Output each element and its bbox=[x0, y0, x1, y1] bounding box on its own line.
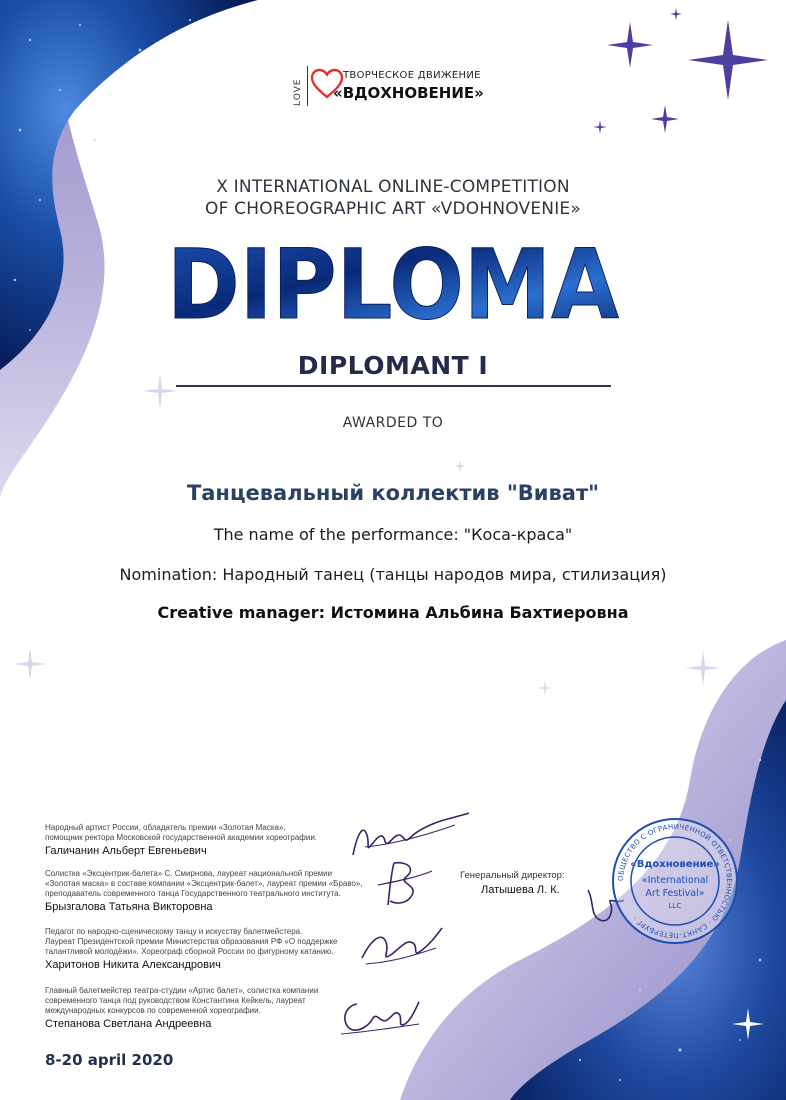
stamp-line2: «International bbox=[641, 875, 709, 886]
signatory-desc: Солистка «Эксцентрик-балета» С. Смирнова, лауреат национальной премии bbox=[45, 869, 333, 878]
official-stamp bbox=[611, 817, 739, 945]
nomination: Nomination: Народный танец (танцы народов мира, стилизация) bbox=[119, 565, 667, 584]
logo-divider bbox=[307, 66, 308, 106]
signatory-name: Степанова Светлана Андреевна bbox=[45, 1018, 212, 1030]
stamp-line3: Art Festival» bbox=[645, 888, 705, 899]
competition-title bbox=[0, 176, 786, 220]
diploma-title-graphic bbox=[160, 226, 626, 334]
awarded-to-label: AWARDED TO bbox=[342, 415, 444, 431]
director-name: Латышева Л. К. bbox=[481, 884, 560, 896]
competition-title-line1: X INTERNATIONAL ONLINE-COMPETITION bbox=[216, 177, 570, 197]
stamp-line4: LLC bbox=[668, 902, 682, 910]
signatory-desc: талантливой молодёжи». Хореограф сборной России по фигурному катанию. bbox=[45, 947, 334, 956]
logo-title: «ВДОХНОВЕНИЕ» bbox=[333, 84, 484, 102]
signatory-2 bbox=[45, 869, 375, 914]
signatory-desc: помощник ректора Московской государственной академии хореографии. bbox=[45, 833, 318, 842]
signatory-desc: Главный балетмейстер театра-студии «Артис балет», солистка компании bbox=[45, 986, 319, 995]
degree-title: DIPLOMANT I bbox=[297, 351, 489, 380]
signatory-1 bbox=[45, 823, 375, 858]
signatory-name: Харитонов Никита Александрович bbox=[45, 959, 221, 971]
signatory-4 bbox=[45, 986, 375, 1031]
diploma-title: DIPLOMA bbox=[167, 229, 619, 334]
creative-manager: Creative manager: Истомина Альбина Бахтиеровна bbox=[157, 603, 629, 622]
logo-love-text: LOVE bbox=[293, 78, 303, 106]
signatory-desc: Лауреат Президентской премии Министерства образования РФ «О поддержке bbox=[45, 937, 338, 946]
recipient-name: Танцевальный коллектив "Виват" bbox=[186, 481, 600, 505]
signatory-3 bbox=[45, 927, 375, 972]
competition-title-line2: OF CHOREOGRAPHIC ART «VDOHNOVENIE» bbox=[205, 199, 581, 219]
signature-2 bbox=[368, 855, 438, 915]
degree-underline bbox=[176, 385, 611, 387]
stamp-line1: «Вдохновение» bbox=[630, 859, 720, 870]
signature-3 bbox=[352, 918, 447, 973]
signatory-desc: современного танца под руководством Константина Кейкель, лауреат bbox=[45, 996, 306, 1005]
signatory-desc: международных конкурсов по современной хореографии. bbox=[45, 1006, 261, 1015]
director-block bbox=[460, 870, 565, 896]
stamp-outer-text: ОБЩЕСТВО С ОГРАНИЧЕННОЙ ОТВЕТСТВЕННОСТЬЮ · САНКТ-ПЕТЕРБУРГ · bbox=[616, 822, 734, 940]
director-title: Генеральный директор: bbox=[460, 870, 565, 881]
signatory-desc: Народный артист России, обладатель премии «Золотая Маска», bbox=[45, 823, 286, 832]
signature-4 bbox=[335, 990, 425, 1045]
signatory-name: Брызгалова Татьяна Викторовна bbox=[45, 901, 213, 913]
signatory-name: Галичанин Альберт Евгеньевич bbox=[45, 845, 207, 857]
performance-name: The name of the performance: "Коса-краса" bbox=[213, 525, 573, 544]
signatory-desc: «Золотая маска» в составе компании «Эксцентрик-балет», лауреат премии «Браво», bbox=[45, 879, 363, 888]
signatory-desc: преподаватель современного танца Государственного театрального института. bbox=[45, 889, 341, 898]
competition-dates: 8-20 april 2020 bbox=[45, 1051, 174, 1069]
logo-subtitle: ТВОРЧЕСКОЕ ДВИЖЕНИЕ bbox=[343, 70, 481, 81]
brand-logo bbox=[293, 64, 493, 108]
signatory-desc: Педагог по народно-сценическому танцу и искусству балетмейстера. bbox=[45, 927, 303, 936]
